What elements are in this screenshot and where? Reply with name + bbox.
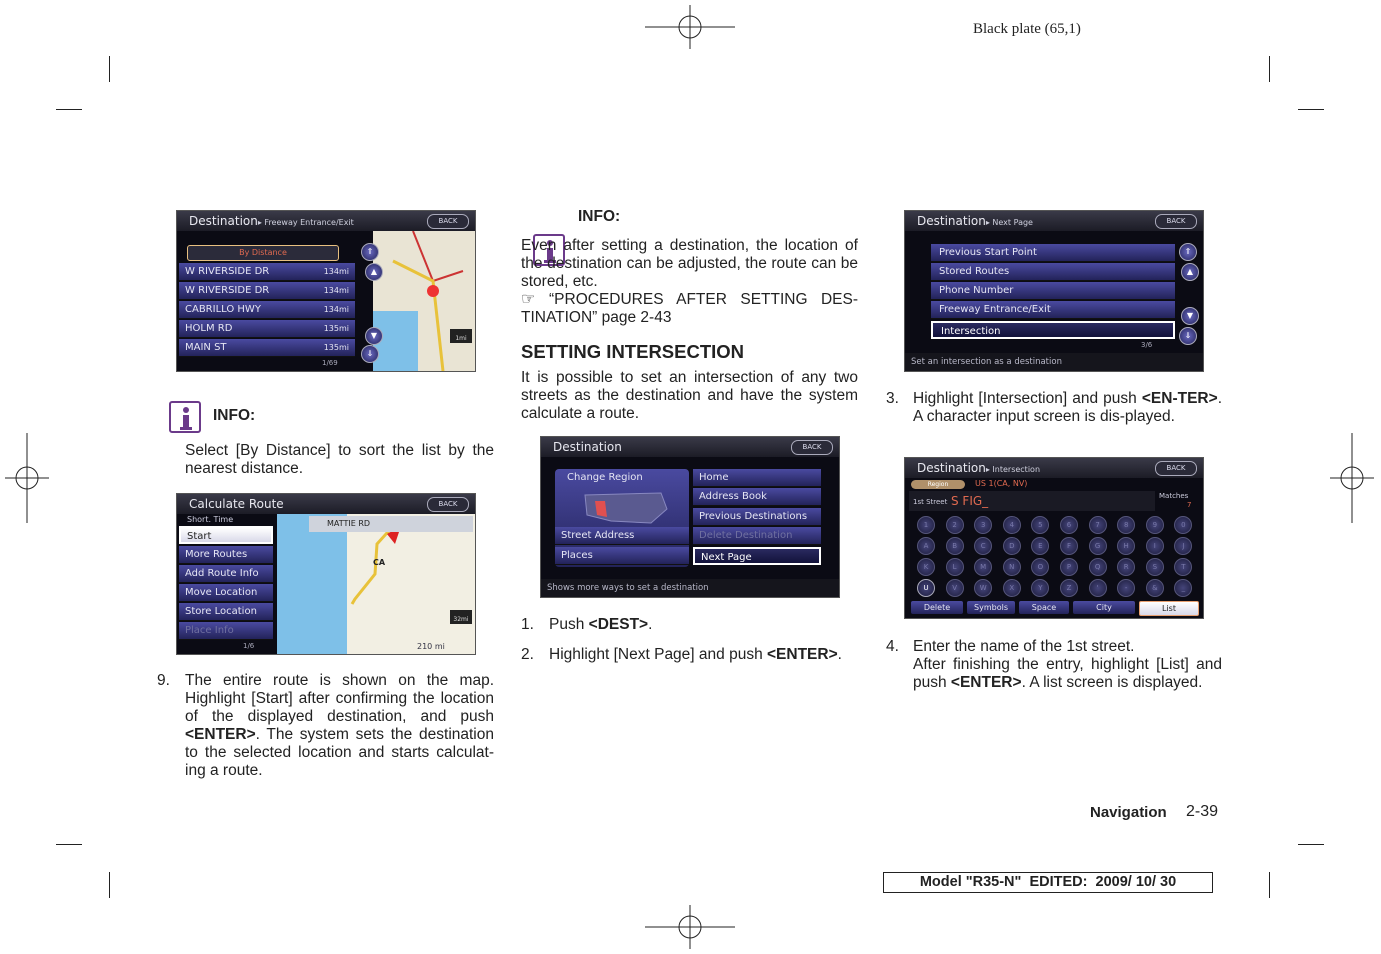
step-text: Highlight [Intersection] and push [913,390,1142,407]
info-label: INFO: [578,208,621,225]
screen-title: Destination▸ Intersection [905,458,1203,478]
key-enter: <ENTER> [767,646,838,663]
us-map-icon [581,489,671,525]
menu-item: Previous Start Point [931,244,1175,262]
status-line: Set an intersection as a destination [905,353,1203,371]
route-lines [373,231,475,371]
keyboard-key: E [1031,537,1049,555]
back-button: BACK [791,440,833,455]
screen-title: Destination [541,437,839,457]
screen-title: Destination▸ Freeway Entrance/Exit [177,211,475,231]
menu-item: Freeway Entrance/Exit [931,301,1175,319]
keyboard-key: 6 [1060,516,1078,534]
step-text: The entire route is shown on the map. Highlight [Start] after confirming the location of the displayed destination, and push [185,672,494,725]
keyboard-key: V [946,579,964,597]
matches-label: Matches [1159,492,1189,500]
menu-item: Street Address [555,527,689,545]
screen-title: Destination▸ Next Page [905,211,1203,231]
keyboard-key: Y [1031,579,1049,597]
map-area [373,231,475,371]
keyboard-key: X [1003,579,1021,597]
step-number: 4. [886,638,899,655]
step-text: Push [549,616,589,633]
step-text: . [648,616,653,633]
keyboard-key: F [1060,537,1078,555]
region-value: US 1(CA, NV) [975,479,1028,488]
step-number: 9. [157,672,170,689]
step-number: 3. [886,390,899,407]
menu-item: Move Location [179,584,273,602]
city-button: City [1073,601,1135,614]
menu-item-start: Start [179,526,273,544]
crop-mark [109,872,110,898]
menu-item: Phone Number [931,282,1175,300]
sort-button: By Distance [187,245,339,261]
key-enter: <ENTER> [185,726,256,743]
step-4-line1: Enter the name of the 1st street. [913,638,1135,655]
keyboard-key: & [1146,579,1164,597]
step-text: . A list screen is displayed. [1021,674,1203,691]
reference-link[interactable]: “PROCEDURES AFTER SETTING DES-TINATION” page 2-43 [521,291,858,326]
menu-item: Home [693,469,821,487]
footer-section: Navigation [1090,804,1167,821]
keyboard-key: A [917,537,935,555]
route-mode: Short. Time [187,515,234,524]
keyboard-key: K [917,558,935,576]
back-button: BACK [1155,461,1197,476]
screenshot-destination-menu [540,436,840,598]
info-text: Even after setting a destination, the location of the destination can be adjusted, the route can be stored, etc. [521,237,858,290]
registration-mark [5,433,49,523]
crop-mark [56,109,82,110]
crop-mark [1269,56,1270,82]
menu-item: Previous Destinations [693,508,821,526]
list-item: W RIVERSIDE DR 134mi [179,263,355,281]
keyboard-key: 2 [946,516,964,534]
keyboard-key: R [1117,558,1135,576]
back-button: BACK [427,214,469,229]
keyboard-key: _ [1174,579,1192,597]
step-text: . A character input screen is dis-played. [913,390,1222,425]
screenshot-calculate-route [176,493,476,655]
menu-item: Places [555,547,689,565]
list-item: MAIN ST 135mi [179,339,355,357]
registration-mark [645,905,735,949]
key-enter: <ENTER> [950,674,1022,691]
list-item: HOLM RD 135mi [179,320,355,338]
crop-mark [1298,109,1324,110]
keyboard-key: M [974,558,992,576]
step-2-text [549,646,842,664]
scroll-up-icon: ▲ [365,263,383,281]
map-scale: 1mi [450,329,472,343]
status-line: Shows more ways to set a destination [541,579,839,597]
list-item: W RIVERSIDE DR 134mi [179,282,355,300]
menu-item: Address Book [693,488,821,506]
screen-title: Calculate Route [177,494,475,514]
keyboard-key: O [1031,558,1049,576]
step-text: . The system sets the destination to the selected location and starts calculat-ing a route. [185,726,494,779]
map-scale: 32mi [450,610,472,624]
scroll-down-icon: ▼ [1181,307,1199,325]
crop-mark [1269,872,1270,898]
keyboard-key: H [1117,537,1135,555]
reference-hand-icon: ☞ [521,291,536,308]
keyboard-key: T [1174,558,1192,576]
step-4-text [913,656,1222,692]
registration-mark [645,5,735,49]
keyboard-key: 0 [1174,516,1192,534]
delete-button: Delete [911,601,963,614]
menu-item-intersection: Intersection [931,321,1175,339]
section-heading: SETTING INTERSECTION [521,341,745,362]
symbols-button: Symbols [967,601,1015,614]
step-text: . [837,646,842,663]
scroll-down-icon: ▼ [365,327,383,345]
crop-mark [1298,844,1324,845]
street-value: S FIG_ [951,494,989,508]
street-label: MATTIE RD [309,516,473,532]
keyboard-key: 7 [1089,516,1107,534]
screenshot-next-page-menu [904,210,1204,372]
crop-mark [56,844,82,845]
reference-text [521,291,858,327]
matches-value: 7 [1187,501,1192,509]
info-text: Select [By Distance] to sort the list by the nearest distance. [185,442,494,477]
step-3-text [913,390,1222,426]
model-box: Model "R35-N" EDITED: 2009/ 10/ 30 [883,872,1213,893]
keyboard-key: 5 [1031,516,1049,534]
keyboard-key: 4 [1003,516,1021,534]
step-number: 2. [521,646,534,663]
key-dest: <DEST> [588,616,649,633]
scroll-bottom-icon: ⇓ [1179,327,1197,345]
menu-item: Stored Routes [931,263,1175,281]
scroll-up-icon: ▲ [1181,263,1199,281]
keyboard-key: 1 [917,516,935,534]
keyboard-key: N [1003,558,1021,576]
route-distance: 210 mi [417,642,445,651]
footer-page: 2-39 [1186,803,1219,820]
info-label: INFO: [213,407,256,424]
menu-item-next-page: Next Page [693,547,821,565]
route-line [277,514,475,654]
keyboard-key: B [946,537,964,555]
menu-item: Add Route Info [179,565,273,583]
list-item: CABRILLO HWY 134mi [179,301,355,319]
back-button: BACK [427,497,469,512]
menu-item: Place Info [179,622,273,640]
info-icon [169,401,201,433]
crop-mark [109,56,110,82]
keyboard-key: - [1117,579,1135,597]
keyboard-key: 3 [974,516,992,534]
keyboard-key: D [1003,537,1021,555]
plate-label: Black plate (65,1) [973,21,1081,37]
keyboard-key: G [1089,537,1107,555]
step-9-text [185,672,494,780]
region-button: Region [911,480,965,489]
keyboard-key: U [917,579,935,597]
screenshot-freeway-exit-list [176,210,476,372]
map-area [277,514,475,654]
back-button: BACK [1155,214,1197,229]
step-text: Highlight [Next Page] and push [549,646,767,663]
change-region-label: Change Region [567,472,643,483]
keyboard-key: L [946,558,964,576]
keyboard-key: 9 [1146,516,1164,534]
scroll-top-icon: ⇑ [1179,243,1197,261]
keyboard-key: ' [1089,579,1107,597]
keyboard-key: W [974,579,992,597]
screenshot-character-input [904,457,1204,619]
keyboard-key: P [1060,558,1078,576]
space-button: Space [1019,601,1069,614]
keyboard-key: 8 [1117,516,1135,534]
keyboard-key: I [1146,537,1164,555]
registration-mark [1330,433,1374,523]
keyboard-key: Z [1060,579,1078,597]
keyboard-key: J [1174,537,1192,555]
list-button: List [1139,601,1199,616]
section-body: It is possible to set an intersection of any two streets as the destination and have the system calculate a route. [521,369,858,422]
page-indicator: 3/6 [1141,341,1153,349]
page-indicator: 1/69 [322,359,338,367]
menu-item: Store Location [179,603,273,621]
state-label: CA [373,558,386,567]
step-1-text [549,616,652,634]
page-indicator: 1/6 [243,642,255,650]
keyboard-key: S [1146,558,1164,576]
step-text: After finishing the entry, highlight [List] and push [913,656,1222,691]
street-label: 1st Street [913,498,948,506]
menu-item: More Routes [179,546,273,564]
scroll-top-icon: ⇑ [361,243,379,261]
key-enter: <EN-TER> [1141,390,1218,407]
menu-item: Delete Destination [693,527,821,545]
scroll-bottom-icon: ⇓ [361,345,379,363]
step-number: 1. [521,616,534,633]
keyboard-key: Q [1089,558,1107,576]
keyboard-key: C [974,537,992,555]
